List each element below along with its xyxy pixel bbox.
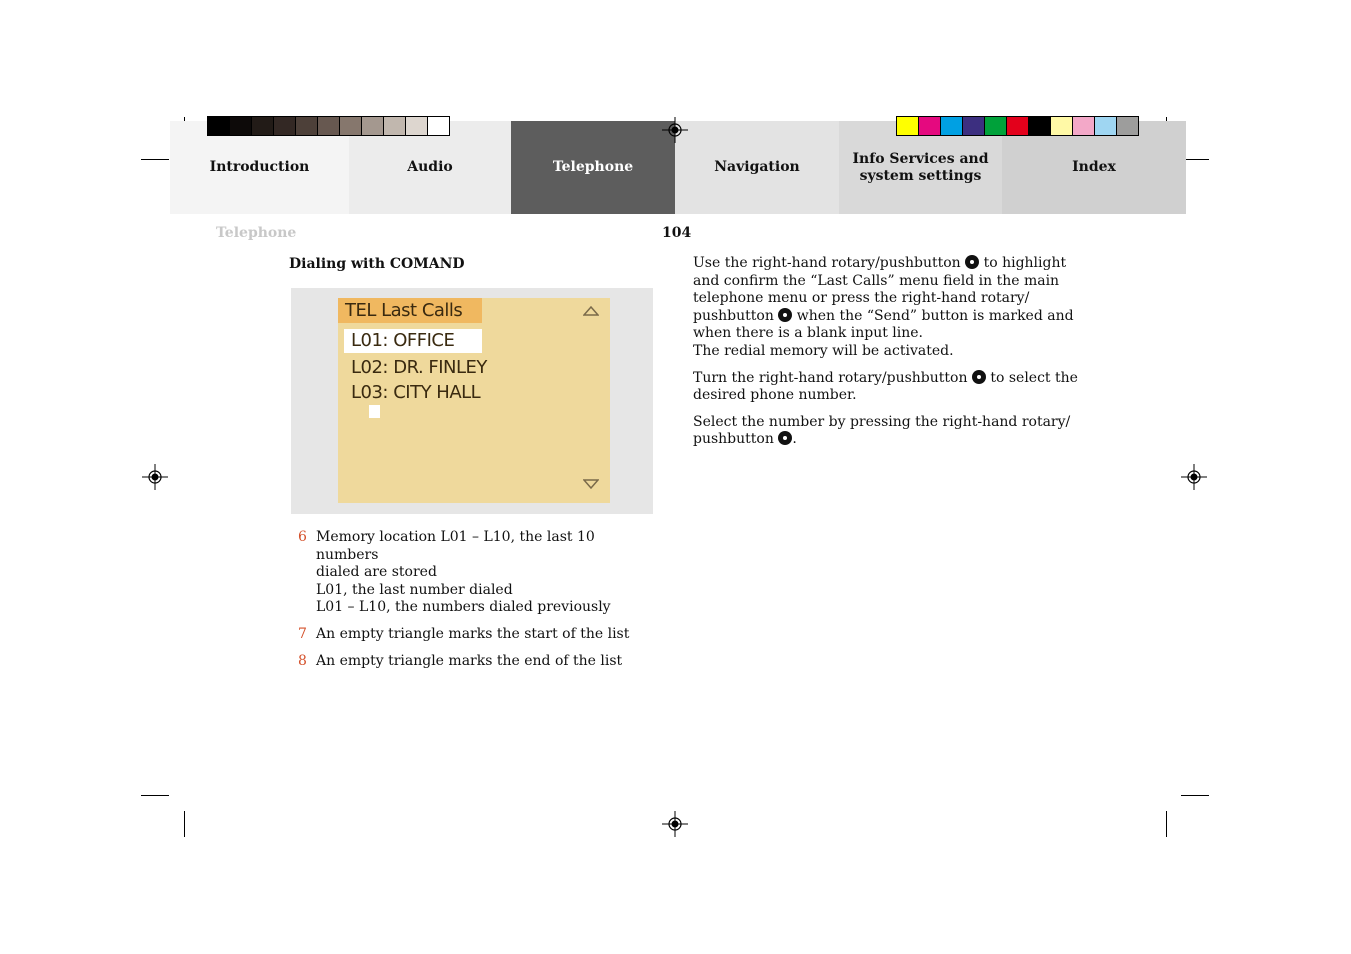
callout-item	[298, 626, 658, 644]
paragraph-text: Select the number by pressing the right-hand rotary/ pushbutton	[693, 413, 1071, 448]
paragraph-text: when the “Send” button is marked and when there is a blank input line. The redial memory will be activated.	[693, 307, 1074, 359]
color-swatch	[1116, 116, 1139, 136]
color-swatch	[1094, 116, 1117, 136]
tab-label: Navigation	[714, 159, 800, 175]
callout-line: An empty triangle marks the start of the list	[316, 625, 630, 642]
color-swatch	[295, 116, 318, 136]
paragraph-text: Turn the right-hand rotary/pushbutton	[693, 369, 972, 386]
rotary-pushbutton-icon	[778, 308, 792, 322]
callout-line: L01 – L10, the numbers dialed previously	[316, 599, 611, 616]
instruction-paragraph	[693, 414, 1093, 449]
tab-label: Audio	[407, 159, 453, 175]
callout-line: dialed are stored	[316, 564, 437, 581]
color-swatch	[1028, 116, 1051, 136]
crop-mark	[1166, 811, 1167, 837]
callout-text	[316, 626, 629, 644]
color-swatch	[1050, 116, 1073, 136]
color-swatch	[962, 116, 985, 136]
registration-mark-icon	[662, 811, 688, 837]
crop-mark	[184, 811, 185, 837]
callout-line: An empty triangle marks the end of the list	[316, 652, 623, 669]
color-swatch	[229, 116, 252, 136]
callout-line: L01, the last number dialed	[316, 581, 513, 598]
tab-label: Introduction	[209, 159, 310, 175]
page-number: 104	[662, 225, 692, 241]
callout-line: Memory location L01 – L10, the last 10 numbers	[316, 529, 595, 563]
color-swatch	[940, 116, 963, 136]
tab-label: Telephone	[552, 159, 634, 175]
display-item[interactable]: L02: DR. FINLEY	[351, 357, 487, 378]
callout-item	[298, 653, 658, 671]
color-swatch	[339, 116, 362, 136]
callout-number: 7	[298, 625, 307, 642]
tab-telephone[interactable]	[511, 121, 675, 214]
rotary-pushbutton-icon	[965, 255, 979, 269]
scroll-down-triangle-icon	[583, 479, 599, 489]
color-swatch	[984, 116, 1007, 136]
registration-mark-icon	[662, 117, 688, 143]
scroll-up-triangle-icon	[583, 306, 599, 316]
section-heading: Dialing with COMAND	[289, 256, 465, 272]
paragraph-text: to highlight and confirm the “Last Calls” menu field in the main telephone menu or press the right-hand rotary/ pushbutton	[693, 255, 1067, 324]
crop-mark	[141, 795, 169, 796]
callout-number: 8	[298, 652, 307, 669]
color-swatch	[361, 116, 384, 136]
color-swatch	[251, 116, 274, 136]
color-swatch	[405, 116, 428, 136]
color-swatch	[427, 116, 450, 136]
instruction-text	[693, 255, 1093, 449]
color-swatch	[896, 116, 919, 136]
paragraph-text: to select the desired phone number.	[693, 369, 1078, 404]
paragraph-text: .	[792, 431, 797, 448]
crop-mark	[1181, 795, 1209, 796]
callout-number: 6	[298, 529, 307, 545]
display-item-selected[interactable]: L01: OFFICE	[344, 329, 482, 353]
color-swatch	[207, 116, 230, 136]
color-swatch	[317, 116, 340, 136]
instruction-paragraph	[693, 255, 1093, 361]
display-title: TEL Last Calls	[338, 298, 482, 323]
instruction-paragraph	[693, 370, 1093, 405]
section-running-head: Telephone	[216, 225, 297, 241]
callout-text	[316, 529, 658, 617]
rotary-pushbutton-icon	[778, 431, 792, 445]
tab-label: Index	[1072, 159, 1116, 175]
color-swatch	[383, 116, 406, 136]
tab-navigation[interactable]	[675, 121, 839, 214]
tab-label: Info Services and system settings	[852, 150, 989, 184]
comand-display	[338, 298, 610, 503]
display-item[interactable]: L03: CITY HALL	[351, 382, 481, 403]
crop-mark	[141, 159, 169, 160]
color-swatch	[918, 116, 941, 136]
color-swatch	[1072, 116, 1095, 136]
registration-mark-icon	[1181, 464, 1207, 490]
callout-item	[298, 529, 658, 617]
color-swatch	[273, 116, 296, 136]
color-swatch	[1006, 116, 1029, 136]
callout-list	[298, 529, 658, 679]
rotary-pushbutton-icon	[972, 370, 986, 384]
callout-text	[316, 653, 622, 671]
paragraph-text: Use the right-hand rotary/pushbutton	[693, 255, 966, 271]
input-cursor	[369, 405, 380, 418]
registration-mark-icon	[142, 464, 168, 490]
